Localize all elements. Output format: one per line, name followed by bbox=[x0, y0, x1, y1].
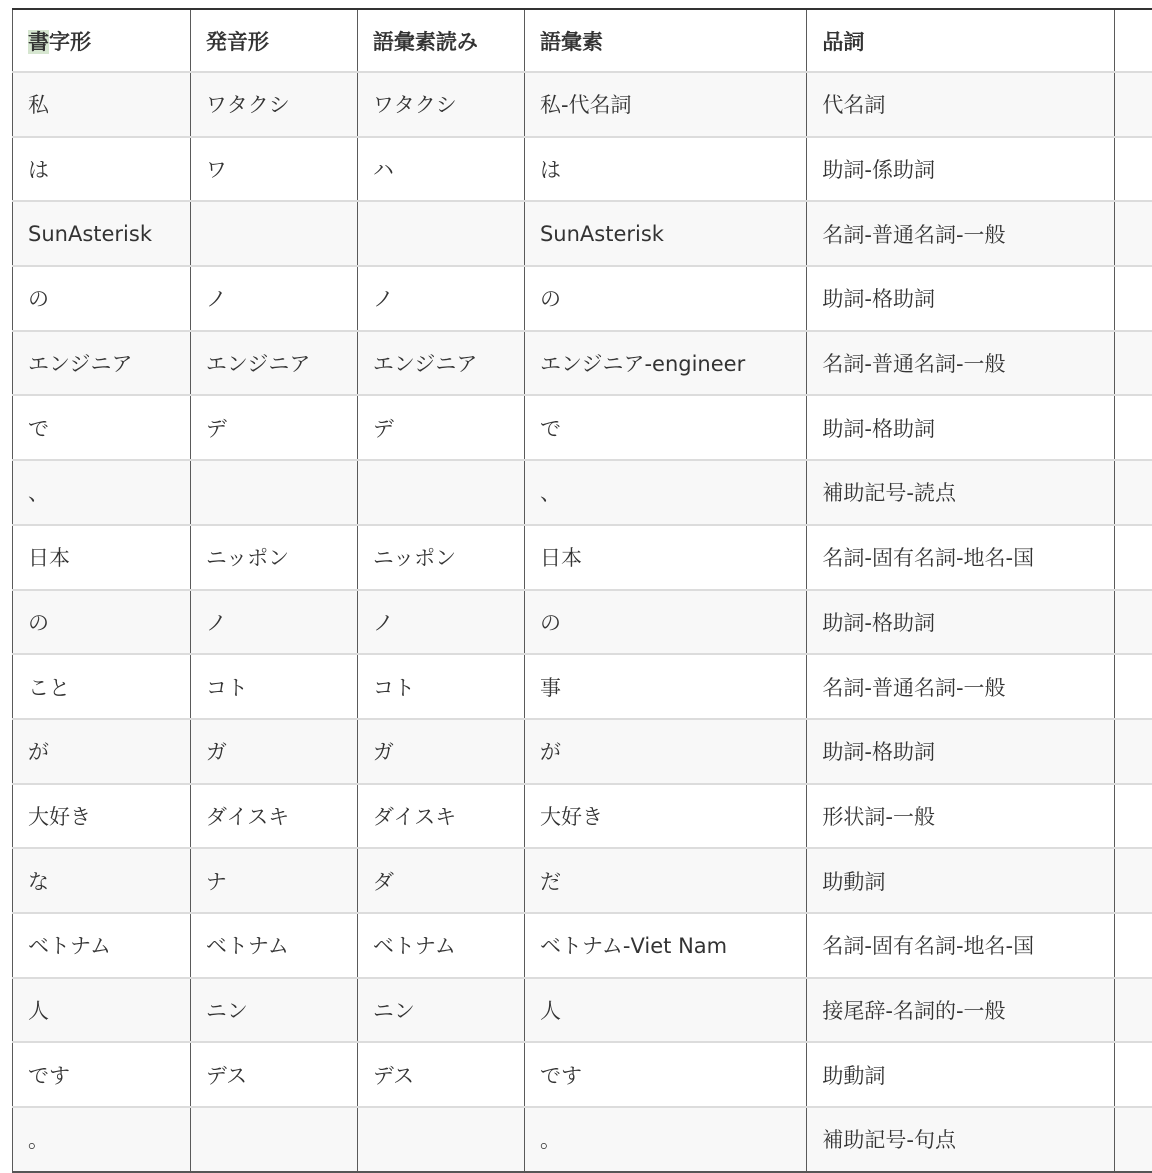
cell-partial-column bbox=[1114, 395, 1152, 460]
cell-lemma: で bbox=[524, 395, 806, 460]
cell-partial-column bbox=[1114, 654, 1152, 719]
cell-part-of-speech: 名詞-普通名詞-一般 bbox=[807, 201, 1114, 266]
cell-part-of-speech: 接尾辞-名詞的-一般 bbox=[807, 978, 1114, 1043]
cell-partial-column bbox=[1114, 525, 1152, 590]
cell-lemma: 事 bbox=[524, 654, 806, 719]
cell-lemma: の bbox=[524, 590, 806, 655]
cell-lemma: 私-代名詞 bbox=[524, 72, 806, 137]
cell-surface-form: 、 bbox=[13, 460, 191, 525]
cell-lemma-reading: エンジニア bbox=[357, 331, 524, 396]
cell-lemma: ベトナム-Viet Nam bbox=[524, 913, 806, 978]
cell-pronunciation: ニッポン bbox=[190, 525, 357, 590]
cell-part-of-speech: 助詞-格助詞 bbox=[807, 590, 1114, 655]
cell-surface-form: 人 bbox=[13, 978, 191, 1043]
cell-lemma-reading: デ bbox=[357, 395, 524, 460]
cell-surface-form: エンジニア bbox=[13, 331, 191, 396]
cell-part-of-speech: 助詞-格助詞 bbox=[807, 266, 1114, 331]
table-row bbox=[13, 978, 1152, 1043]
table-row bbox=[13, 395, 1152, 460]
cell-part-of-speech: 形状詞-一般 bbox=[807, 784, 1114, 849]
cell-partial-column bbox=[1114, 331, 1152, 396]
cell-surface-form: ベトナム bbox=[13, 913, 191, 978]
table-row bbox=[13, 72, 1152, 137]
cell-lemma-reading bbox=[357, 460, 524, 525]
cell-partial-column bbox=[1114, 460, 1152, 525]
cell-part-of-speech: 補助記号-読点 bbox=[807, 460, 1114, 525]
cell-pronunciation: ノ bbox=[190, 266, 357, 331]
cell-pronunciation: ワ bbox=[190, 137, 357, 202]
cell-surface-form: 日本 bbox=[13, 525, 191, 590]
table-row bbox=[13, 266, 1152, 331]
cell-part-of-speech: 助動詞 bbox=[807, 848, 1114, 913]
cell-part-of-speech: 名詞-固有名詞-地名-国 bbox=[807, 525, 1114, 590]
cell-pronunciation: ガ bbox=[190, 719, 357, 784]
cell-surface-form: こと bbox=[13, 654, 191, 719]
token-analysis-table bbox=[12, 8, 1152, 1173]
cell-partial-column bbox=[1114, 201, 1152, 266]
cell-lemma-reading: ノ bbox=[357, 266, 524, 331]
cell-lemma: 人 bbox=[524, 978, 806, 1043]
cell-lemma: 、 bbox=[524, 460, 806, 525]
cell-surface-form: 大好き bbox=[13, 784, 191, 849]
cell-lemma: 日本 bbox=[524, 525, 806, 590]
header-lemma: 語彙素 bbox=[524, 9, 806, 72]
table-row bbox=[13, 525, 1152, 590]
cell-lemma: が bbox=[524, 719, 806, 784]
cell-lemma: だ bbox=[524, 848, 806, 913]
cell-pronunciation: ナ bbox=[190, 848, 357, 913]
cell-lemma-reading: デス bbox=[357, 1042, 524, 1107]
cell-pronunciation bbox=[190, 201, 357, 266]
cell-surface-form: な bbox=[13, 848, 191, 913]
cell-partial-column bbox=[1114, 137, 1152, 202]
cell-partial-column bbox=[1114, 784, 1152, 849]
cell-lemma: です bbox=[524, 1042, 806, 1107]
table-row bbox=[13, 1107, 1152, 1172]
cell-partial-column bbox=[1114, 72, 1152, 137]
table-row bbox=[13, 654, 1152, 719]
cell-lemma-reading: ワタクシ bbox=[357, 72, 524, 137]
search-highlight: 書 bbox=[28, 30, 49, 54]
cell-lemma-reading: コト bbox=[357, 654, 524, 719]
cell-surface-form: 。 bbox=[13, 1107, 191, 1172]
cell-lemma-reading: ハ bbox=[357, 137, 524, 202]
cell-lemma: は bbox=[524, 137, 806, 202]
cell-part-of-speech: 代名詞 bbox=[807, 72, 1114, 137]
cell-lemma-reading bbox=[357, 201, 524, 266]
cell-pronunciation: ノ bbox=[190, 590, 357, 655]
table-row bbox=[13, 913, 1152, 978]
header-partial-column bbox=[1114, 9, 1152, 72]
cell-partial-column bbox=[1114, 978, 1152, 1043]
cell-surface-form: 私 bbox=[13, 72, 191, 137]
cell-pronunciation: ニン bbox=[190, 978, 357, 1043]
cell-surface-form: の bbox=[13, 590, 191, 655]
cell-partial-column bbox=[1114, 1107, 1152, 1172]
cell-lemma-reading bbox=[357, 1107, 524, 1172]
cell-partial-column bbox=[1114, 913, 1152, 978]
cell-lemma-reading: ガ bbox=[357, 719, 524, 784]
cell-lemma-reading: ベトナム bbox=[357, 913, 524, 978]
cell-part-of-speech: 名詞-普通名詞-一般 bbox=[807, 654, 1114, 719]
cell-pronunciation: デス bbox=[190, 1042, 357, 1107]
cell-part-of-speech: 助詞-格助詞 bbox=[807, 395, 1114, 460]
cell-part-of-speech: 補助記号-句点 bbox=[807, 1107, 1114, 1172]
token-analysis-table-container bbox=[12, 8, 1152, 1173]
cell-partial-column bbox=[1114, 719, 1152, 784]
cell-pronunciation bbox=[190, 460, 357, 525]
cell-lemma: 。 bbox=[524, 1107, 806, 1172]
cell-lemma-reading: ニッポン bbox=[357, 525, 524, 590]
cell-pronunciation: ワタクシ bbox=[190, 72, 357, 137]
header-lemma-reading: 語彙素読み bbox=[357, 9, 524, 72]
header-pronunciation: 発音形 bbox=[190, 9, 357, 72]
header-part-of-speech: 品詞 bbox=[807, 9, 1114, 72]
cell-surface-form: SunAsterisk bbox=[13, 201, 191, 266]
cell-partial-column bbox=[1114, 848, 1152, 913]
header-surface-form-rest: 字形 bbox=[49, 30, 91, 54]
cell-pronunciation: ダイスキ bbox=[190, 784, 357, 849]
cell-partial-column bbox=[1114, 266, 1152, 331]
table-row bbox=[13, 137, 1152, 202]
cell-pronunciation: デ bbox=[190, 395, 357, 460]
cell-surface-form: は bbox=[13, 137, 191, 202]
table-row bbox=[13, 848, 1152, 913]
table-row bbox=[13, 784, 1152, 849]
table-row bbox=[13, 1042, 1152, 1107]
table-row bbox=[13, 331, 1152, 396]
cell-pronunciation: エンジニア bbox=[190, 331, 357, 396]
cell-lemma: SunAsterisk bbox=[524, 201, 806, 266]
cell-surface-form: です bbox=[13, 1042, 191, 1107]
cell-lemma: エンジニア-engineer bbox=[524, 331, 806, 396]
cell-lemma-reading: ノ bbox=[357, 590, 524, 655]
cell-lemma: 大好き bbox=[524, 784, 806, 849]
table-row bbox=[13, 590, 1152, 655]
table-row bbox=[13, 719, 1152, 784]
cell-part-of-speech: 助動詞 bbox=[807, 1042, 1114, 1107]
header-surface-form bbox=[13, 9, 191, 72]
table-header bbox=[13, 9, 1152, 72]
cell-part-of-speech: 名詞-普通名詞-一般 bbox=[807, 331, 1114, 396]
cell-lemma: の bbox=[524, 266, 806, 331]
cell-part-of-speech: 名詞-固有名詞-地名-国 bbox=[807, 913, 1114, 978]
cell-pronunciation bbox=[190, 1107, 357, 1172]
cell-pronunciation: ベトナム bbox=[190, 913, 357, 978]
cell-lemma-reading: ダ bbox=[357, 848, 524, 913]
cell-partial-column bbox=[1114, 1042, 1152, 1107]
table-body bbox=[13, 72, 1152, 1172]
cell-surface-form: で bbox=[13, 395, 191, 460]
cell-surface-form: が bbox=[13, 719, 191, 784]
header-row bbox=[13, 9, 1152, 72]
cell-pronunciation: コト bbox=[190, 654, 357, 719]
table-row bbox=[13, 201, 1152, 266]
cell-part-of-speech: 助詞-格助詞 bbox=[807, 719, 1114, 784]
cell-surface-form: の bbox=[13, 266, 191, 331]
cell-part-of-speech: 助詞-係助詞 bbox=[807, 137, 1114, 202]
cell-lemma-reading: ニン bbox=[357, 978, 524, 1043]
cell-partial-column bbox=[1114, 590, 1152, 655]
cell-lemma-reading: ダイスキ bbox=[357, 784, 524, 849]
table-row bbox=[13, 460, 1152, 525]
